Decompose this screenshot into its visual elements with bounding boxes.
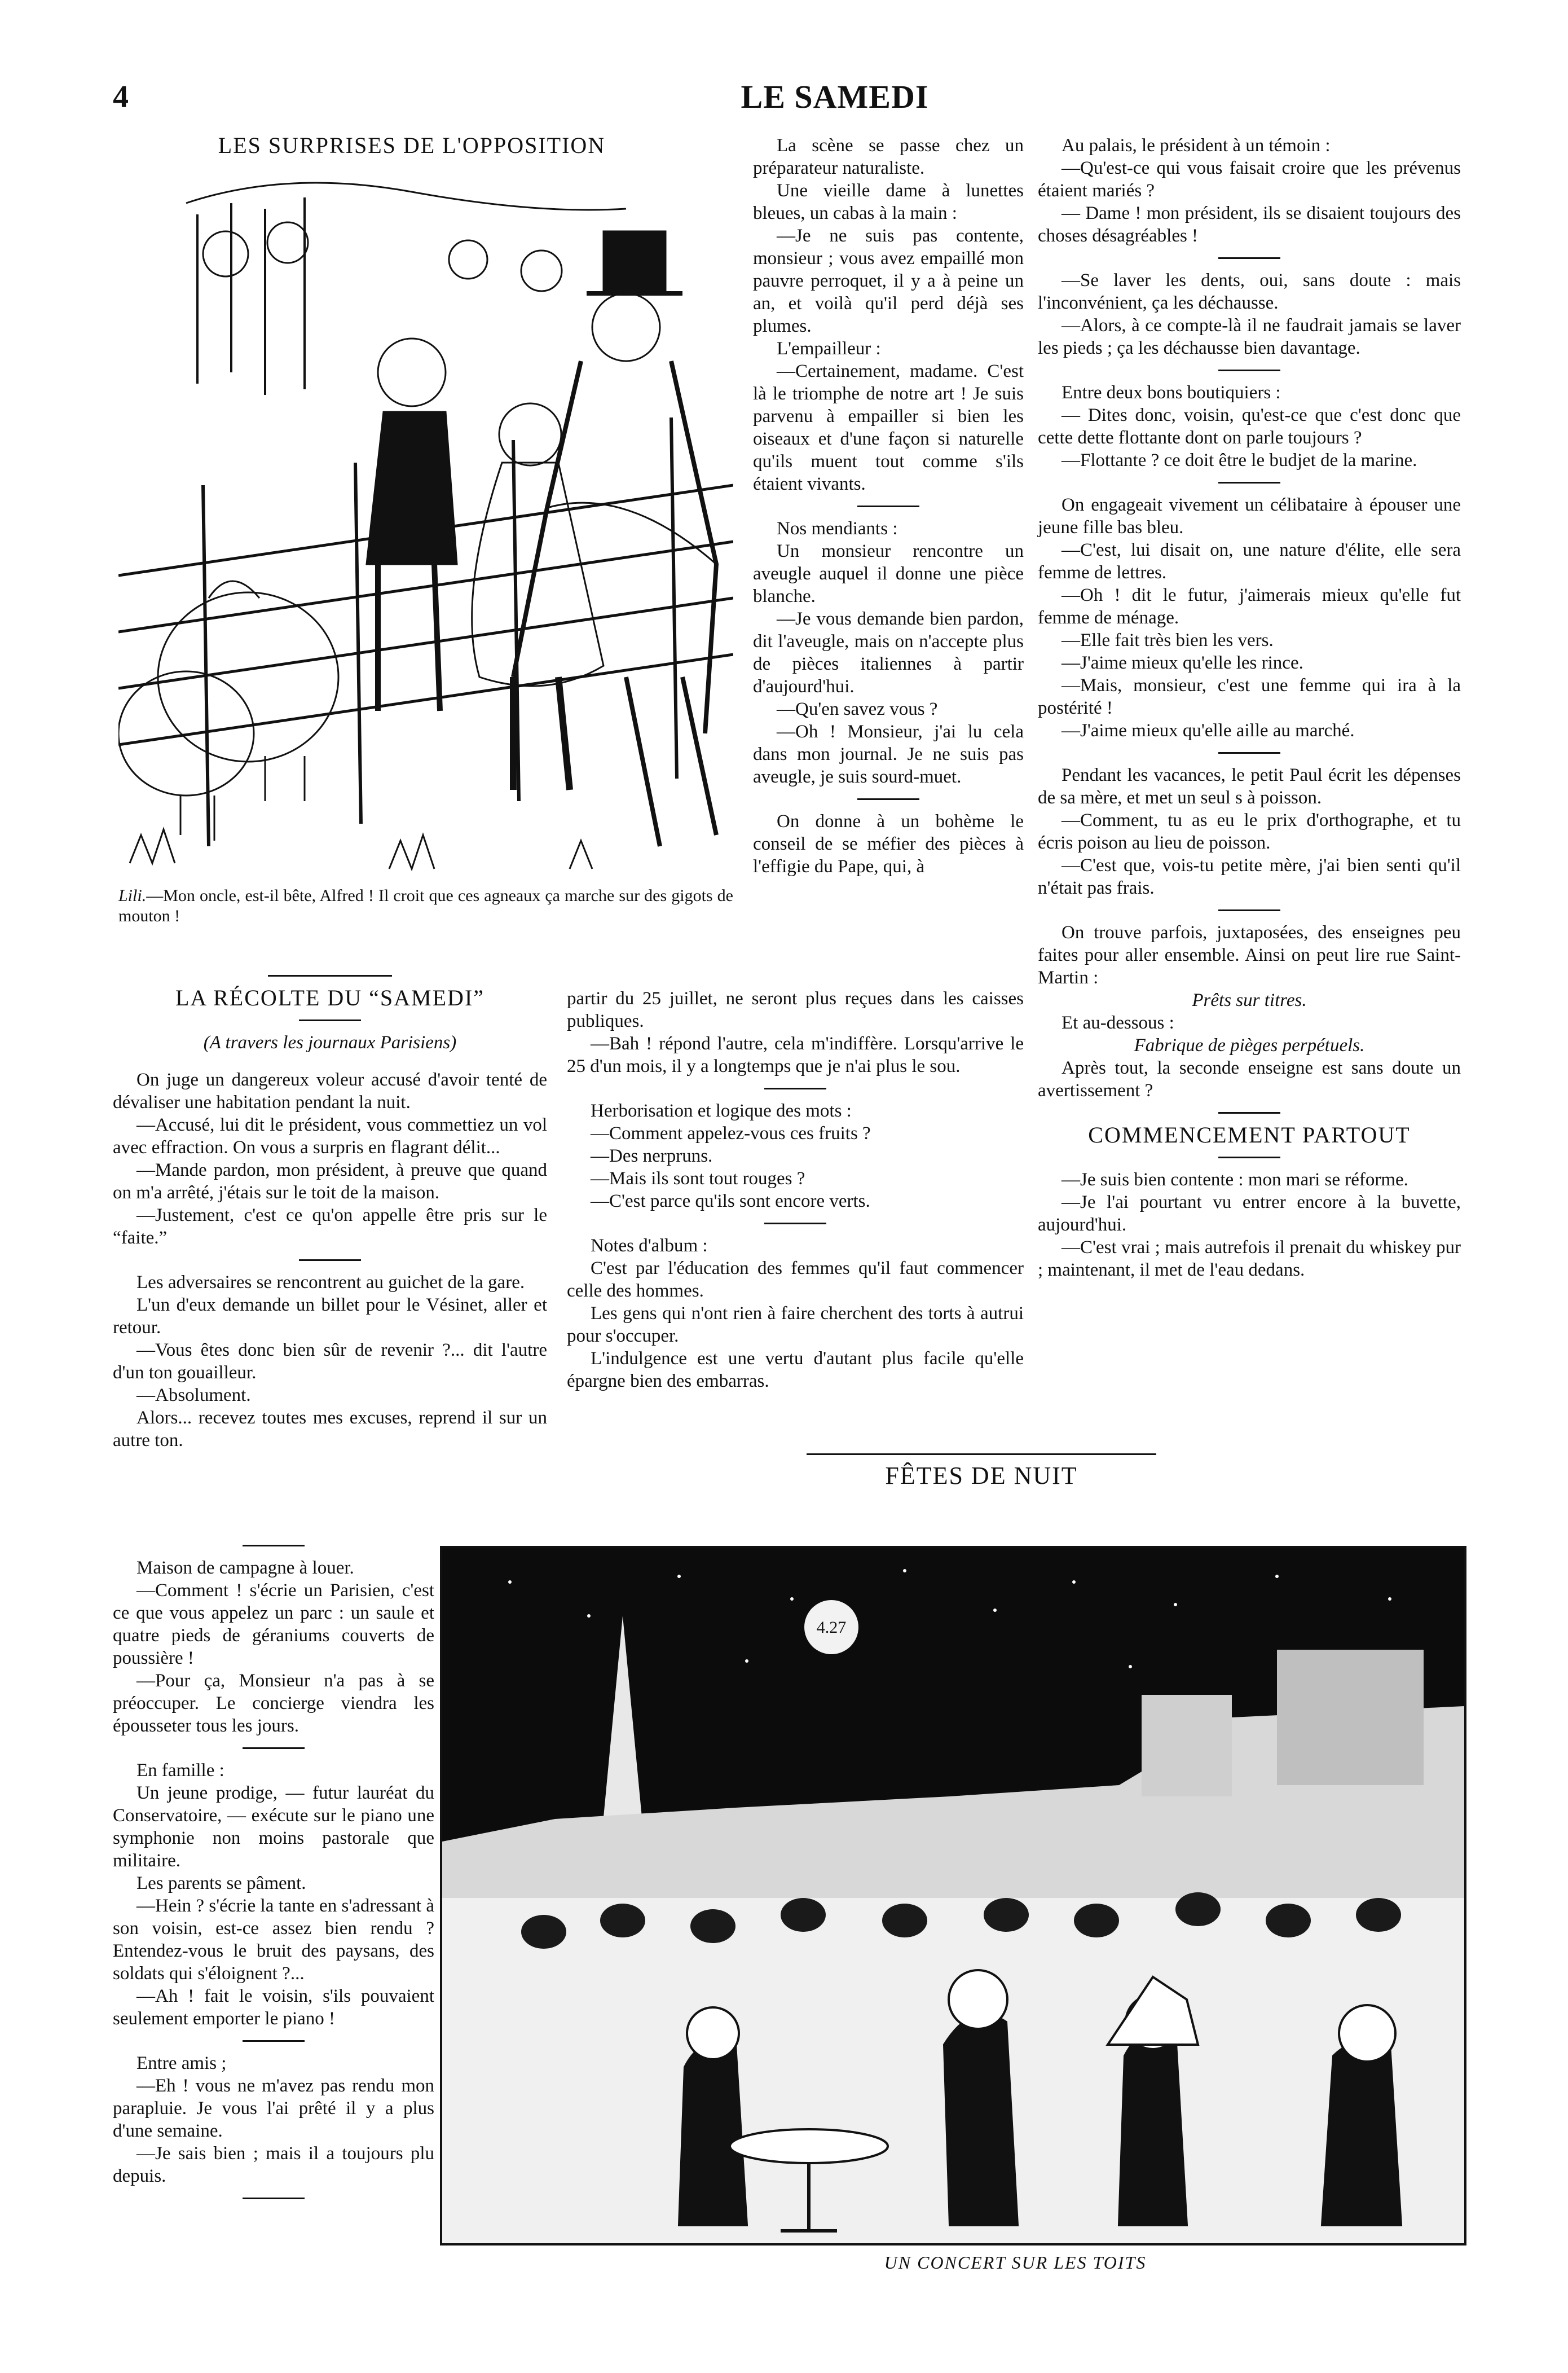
- section-divider: [857, 798, 919, 800]
- paragraph: —Absolument.: [136, 1385, 251, 1405]
- masthead-title: LE SAMEDI: [741, 78, 929, 115]
- section-divider: [268, 975, 392, 977]
- paragraph: Au palais, le président à un témoin :: [1062, 135, 1331, 156]
- section-divider: [1218, 1112, 1280, 1114]
- section-divider: [764, 1088, 826, 1089]
- paragraph: —Comment, tu as eu le prix d'orthographe, et tu écris poison au lieu de poisson.: [1038, 810, 1461, 853]
- paragraph: Alors... recevez toutes mes excuses, reprend il sur un autre ton.: [113, 1408, 547, 1451]
- paragraph: —Eh ! vous ne m'avez pas rendu mon parapluie. Je vous l'ai prêté il y a plus d'une semaine.: [113, 2076, 434, 2141]
- paragraph: Les parents se pâment.: [136, 1873, 306, 1893]
- section-divider: [807, 1453, 1156, 1455]
- paragraph: On donne à un bohème le conseil de se méfier des pièces à l'effigie du Pape, qui, à: [753, 811, 1024, 877]
- paragraph: —Des nerpruns.: [591, 1146, 713, 1166]
- sign-text: Prêts sur titres.: [1192, 990, 1307, 1010]
- paragraph: Maison de campagne à louer.: [136, 1558, 354, 1578]
- recolte-column: [113, 965, 547, 1452]
- fetes-illustration: [440, 1546, 1466, 2245]
- paragraph: Notes d'album :: [591, 1236, 708, 1256]
- top-illustration-title: LES SURPRISES DE L'OPPOSITION: [218, 133, 606, 158]
- section-divider: [243, 1545, 305, 1546]
- paragraph: Un jeune prodige, — futur lauréat du Conservatoire, — exécute sur le piano une symphonie non moins pastorale que militaire.: [113, 1783, 434, 1871]
- section-divider: [243, 2198, 305, 2199]
- paragraph: —Bah ! répond l'autre, cela m'indiffère. Lorsqu'arrive le 25 d'un mois, il y a longtemps que je n'ai plus le sou.: [567, 1034, 1024, 1076]
- paragraph: La scène se passe chez un préparateur naturaliste.: [753, 135, 1024, 178]
- caption-speaker: Lili.: [118, 886, 147, 905]
- paragraph: —Oh ! dit le futur, j'aimerais mieux qu'elle fut femme de ménage.: [1038, 585, 1461, 628]
- paragraph: Entre deux bons boutiquiers :: [1062, 383, 1281, 403]
- paragraph: —Comment appelez-vous ces fruits ?: [591, 1123, 871, 1144]
- paragraph: L'un d'eux demande un billet pour le Vésinet, aller et retour.: [113, 1295, 547, 1338]
- paragraph: On juge un dangereux voleur accusé d'avoir tenté de dévaliser une habitation pendant la nuit.: [113, 1070, 547, 1113]
- section-divider: [243, 2040, 305, 2042]
- paragraph: —Hein ? s'écrie la tante en s'adressant à son voisin, est-ce assez bien rendu ? Entendez-vous le bruit des paysans, des soldats qui s'éloignent ?...: [113, 1896, 434, 1984]
- section-divider: [1218, 909, 1280, 911]
- paragraph: —Justement, c'est ce qu'on appelle être pris sur le “faite.”: [113, 1205, 547, 1248]
- section-divider: [299, 1259, 361, 1261]
- fetes-title: FÊTES DE NUIT: [885, 1462, 1078, 1489]
- section-divider: [1218, 257, 1280, 259]
- paragraph: Les adversaires se rencontrent au guichet de la gare.: [136, 1272, 525, 1293]
- paragraph: Un monsieur rencontre un aveugle auquel il donne une pièce blanche.: [753, 541, 1024, 607]
- paragraph: —J'aime mieux qu'elle aille au marché.: [1062, 720, 1355, 741]
- paragraph: —J'aime mieux qu'elle les rince.: [1062, 653, 1303, 673]
- top-illustration: [118, 169, 733, 891]
- paragraph: —Vous êtes donc bien sûr de revenir ?... dit l'autre d'un ton gouailleur.: [113, 1340, 547, 1383]
- paragraph: Pendant les vacances, le petit Paul écrit les dépenses de sa mère, et met un seul s à poisson.: [1038, 765, 1461, 808]
- recolte-title: LA RÉCOLTE DU “SAMEDI”: [175, 985, 485, 1010]
- paragraph: —C'est que, vois-tu petite mère, j'ai bien senti qu'il n'était pas frais.: [1038, 855, 1461, 898]
- paragraph: — Dites donc, voisin, qu'est-ce que c'est donc que cette dette flottante dont on parle toujours ?: [1038, 405, 1461, 448]
- paragraph: —Alors, à ce compte-là il ne faudrait jamais se laver les pieds ; ça les déchausse bien davantage.: [1038, 315, 1461, 358]
- paragraph: —Mais, monsieur, c'est une femme qui ira à la postérité !: [1038, 675, 1461, 718]
- top-illustration-caption: [118, 886, 733, 926]
- paragraph: Les gens qui n'ont rien à faire cherchent des torts à autrui pour s'occuper.: [567, 1303, 1024, 1346]
- recolte-subtitle: (A travers les journaux Parisiens): [203, 1032, 457, 1053]
- paragraph: —Accusé, lui dit le président, vous commettiez un vol avec effraction. On vous a surpris en flagrant délit...: [113, 1115, 547, 1158]
- paragraph: —Mais ils sont tout rouges ?: [591, 1168, 805, 1189]
- paragraph: —Pour ça, Monsieur n'a pas à se préoccuper. Le concierge viendra les épousseter tous les jours.: [113, 1671, 434, 1736]
- page-number: 4: [113, 80, 129, 115]
- paragraph: —Je ne suis pas contente, monsieur ; vous avez empaillé mon pauvre perroquet, il y a à peine un an, et voilà qu'il perd déjà ses plumes.: [753, 226, 1024, 336]
- paragraph: —Mande pardon, mon président, à preuve que quand on m'a arrêté, j'étais sur le toit de la maison.: [113, 1160, 547, 1203]
- paragraph: Une vieille dame à lunettes bleues, un cabas à la main :: [753, 181, 1024, 223]
- paragraph: —Je suis bien contente : mon mari se réforme.: [1062, 1170, 1408, 1190]
- paragraph: —C'est vrai ; mais autrefois il prenait du whiskey pur ; maintenant, il met de l'eau dedans.: [1038, 1237, 1461, 1280]
- moon-clock-label: 4.27: [816, 1618, 847, 1637]
- middle-column: [753, 134, 1024, 878]
- paragraph: On engageait vivement un célibataire à épouser une jeune fille bas bleu.: [1038, 495, 1461, 538]
- paragraph: —C'est parce qu'ils sont encore verts.: [591, 1191, 870, 1211]
- paragraph: L'indulgence est une vertu d'autant plus facile qu'elle épargne bien des embarras.: [567, 1348, 1024, 1391]
- paragraph: C'est par l'éducation des femmes qu'il faut commencer celle des hommes.: [567, 1258, 1024, 1301]
- paragraph: —Comment ! s'écrie un Parisien, c'est ce que vous appelez un parc : un saule et quatre pieds de géraniums couverts de poussière !: [113, 1580, 434, 1668]
- paragraph: —Oh ! Monsieur, j'ai lu cela dans mon journal. Je ne suis pas aveugle, je suis sourd-muet.: [753, 722, 1024, 787]
- paragraph: partir du 25 juillet, ne seront plus reçues dans les caisses publiques.: [567, 988, 1024, 1031]
- section-divider: [764, 1223, 826, 1224]
- paragraph: —Certainement, madame. C'est là le triomphe de notre art ! Je suis parvenu à empailler si bien les oiseaux et d'une façon si naturelle qu'ils muent tout comme s'ils étaient vivants.: [753, 361, 1024, 494]
- paragraph: En famille :: [136, 1760, 224, 1781]
- rooftop-concert-drawing: [442, 1548, 1464, 2243]
- section-divider: [243, 1747, 305, 1749]
- middle-column-wide: [567, 987, 1024, 1392]
- commencement-title: COMMENCEMENT PARTOUT: [1088, 1122, 1411, 1148]
- top-illustration-title-block: [186, 134, 637, 162]
- paragraph: —C'est, lui disait on, une nature d'élite, elle sera femme de lettres.: [1038, 540, 1461, 583]
- paragraph: —Ah ! fait le voisin, s'ils pouvaient seulement emporter le piano !: [113, 1986, 434, 2029]
- paragraph: —Qu'en savez vous ?: [777, 699, 938, 719]
- paragraph: —Je l'ai pourtant vu entrer encore à la buvette, aujourd'hui.: [1038, 1192, 1461, 1235]
- paragraph: On trouve parfois, juxtaposées, des enseignes peu faites pour aller ensemble. Ainsi on peut lire rue Saint-Martin :: [1038, 922, 1461, 988]
- paragraph: Après tout, la seconde enseigne est sans doute un avertissement ?: [1038, 1058, 1461, 1101]
- paragraph: —Flottante ? ce doit être le budjet de la marine.: [1062, 450, 1417, 471]
- section-divider: [857, 506, 919, 507]
- sign-text: Fabrique de pièges perpétuels.: [1134, 1035, 1365, 1056]
- paragraph: —Je vous demande bien pardon, dit l'aveugle, mais on n'accepte plus de pièces italiennes à partir d'aujourd'hui.: [753, 609, 1024, 697]
- paragraph: —Qu'est-ce qui vous faisait croire que les prévenus étaient mariés ?: [1038, 158, 1461, 201]
- section-divider: [1218, 1157, 1280, 1158]
- fetes-caption: UN CONCERT SUR LES TOITS: [884, 2252, 1147, 2273]
- section-divider: [1218, 370, 1280, 371]
- section-divider: [1218, 752, 1280, 754]
- paragraph: Entre amis ;: [136, 2053, 227, 2073]
- paragraph: — Dame ! mon président, ils se disaient toujours des choses désagréables !: [1038, 203, 1461, 246]
- paragraph: Nos mendiants :: [777, 518, 898, 539]
- paragraph: L'empailleur :: [777, 339, 881, 359]
- right-column: [1038, 134, 1461, 1281]
- paragraph: —Je sais bien ; mais il a toujours plu depuis.: [113, 2143, 434, 2186]
- paragraph: —Elle fait très bien les vers.: [1062, 630, 1274, 651]
- caption-text: —Mon oncle, est-il bête, Alfred ! Il croit que ces agneaux ça marche sur des gigots de mouton !: [118, 886, 733, 925]
- recolte-column-continued: [113, 1535, 434, 2209]
- paragraph: Herborisation et logique des mots :: [591, 1101, 852, 1121]
- zoo-scene-drawing: [118, 169, 733, 891]
- section-divider: [299, 1019, 361, 1021]
- section-divider: [1218, 482, 1280, 484]
- paragraph: Et au-dessous :: [1062, 1013, 1174, 1033]
- paragraph: —Se laver les dents, oui, sans doute : mais l'inconvénient, ça les déchausse.: [1038, 270, 1461, 313]
